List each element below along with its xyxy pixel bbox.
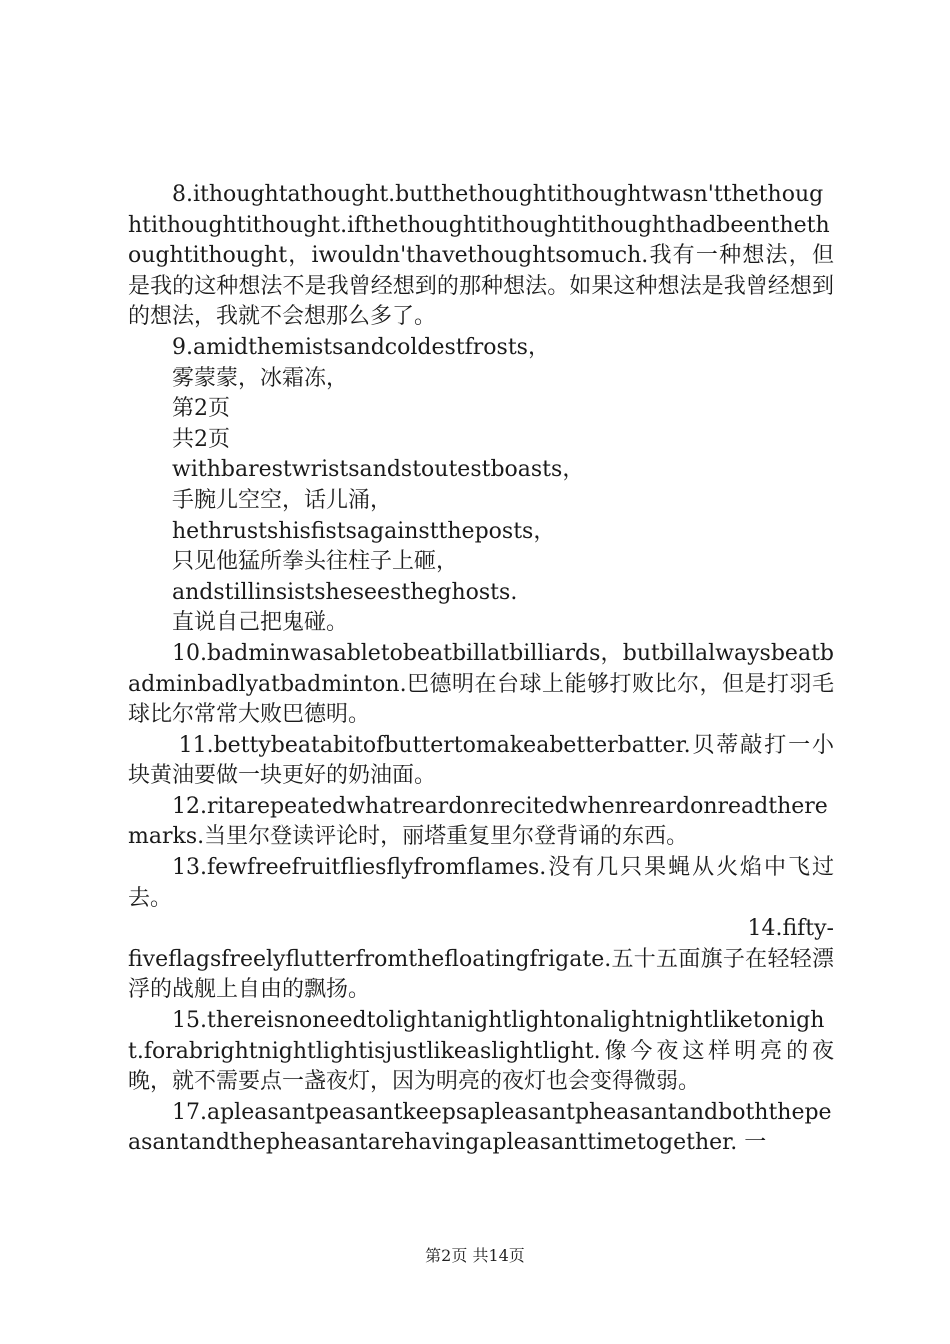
paragraph-14-rest: fiveflagsfreelyflutterfromthefloatingfrigate.五十五面旗子在轻轻漂浮的战舰上自由的飘扬。 xyxy=(128,946,834,1003)
poem-line: hethrustshisfistsagainsttheposts， xyxy=(172,518,556,544)
page-footer: 第2页 共14页 xyxy=(425,1246,525,1265)
poem-line: 直说自己把鬼碰。 xyxy=(172,610,349,636)
document-body xyxy=(128,180,834,1159)
poem-line: withbarestwristsandstoutestboasts， xyxy=(172,457,585,483)
paragraph-14 xyxy=(128,914,834,1006)
poem-line: 雾蒙蒙，冰霜冻， xyxy=(172,365,349,391)
page-marker: 第2页 xyxy=(172,396,230,422)
paragraph-15: 15.thereisnoneedtolightanightlightonalightnightliketonight.forabrightnightlightisjustlikeaslightlight.像今夜这样明亮的夜晚，就不需要点一盏夜灯，因为明亮的夜灯也会变得微弱。 xyxy=(128,1008,834,1095)
paragraph-14-lead: 14.fifty- xyxy=(747,916,834,942)
poem-line: 手腕儿空空，话儿涌， xyxy=(172,487,393,513)
paragraph-8: 8.ithoughtathought.butthethoughtithoughtwasn'tthethoughtithoughtithought.ifthethoughtithoughtithoughthadbeenthethoughtithought，iwouldn'thavethoughtsomuch.我有一种想法，但是我的这种想法不是我曾经想到的那种想法。如果这种想法是我曾经想到的想法，我就不会想那么多了。 xyxy=(128,182,834,330)
page-marker: 共2页 xyxy=(172,426,230,452)
paragraph-13: 13.fewfreefruitfliesflyfromflames.没有几只果蝇从火焰中飞过去。 xyxy=(128,855,834,911)
paragraph-11: 11.bettybeatabitofbuttertomakeabetterbatter.贝蒂敲打一小块黄油要做一块更好的奶油面。 xyxy=(128,732,834,789)
poem-line: andstillinsistsheseestheghosts. xyxy=(172,579,518,605)
paragraph-10: 10.badminwasabletobeatbillatbilliards，butbillalwaysbeatbadminbadlyatbadminton.巴德明在台球上能够打败比尔，但是打羽毛球比尔常常大败巴德明。 xyxy=(128,640,834,728)
poem-line: 9.amidthemistsandcoldestfrosts， xyxy=(172,334,550,360)
paragraph-12: 12.ritarepeatedwhatreardonrecitedwhenreardonreadtheremarks.当里尔登读评论时，丽塔重复里尔登背诵的东西。 xyxy=(128,793,828,850)
poem-line: 只见他猛所拳头往柱子上砸， xyxy=(172,549,459,575)
paragraph-17: 17.apleasantpeasantkeepsapleasantpheasantandboththepeasantandthepheasantarehavingapleasanttimetogether. 一 xyxy=(128,1099,832,1156)
